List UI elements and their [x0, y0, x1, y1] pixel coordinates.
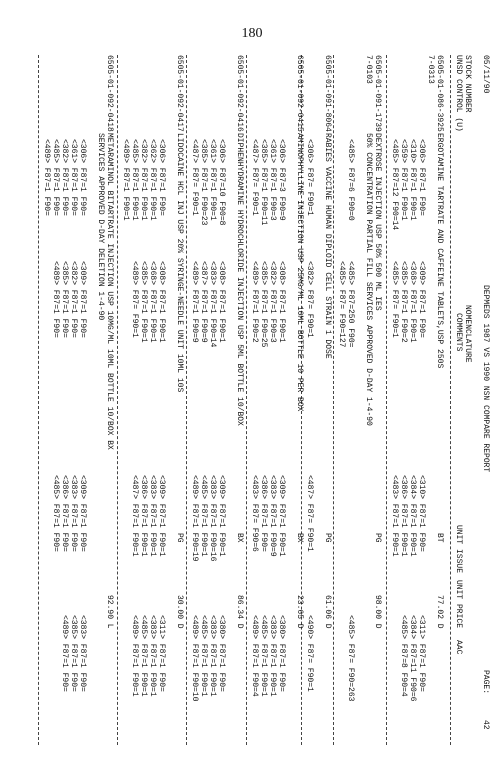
unit-issue: PG: [373, 533, 382, 543]
facility-count-line: <386> F87=1 F90=: [60, 475, 69, 552]
facility-count-line: <385> F87=1 F90=25: [259, 261, 268, 348]
item-nomenclature: ERGOTAMINE TARTRATE AND CAFFEINE TABLETS,USP 250S: [435, 133, 444, 369]
facility-count-line: <310> F87=1 F90=: [417, 475, 426, 552]
item-rule: [117, 55, 118, 745]
facility-count-line: <487> F87= F90=1: [250, 139, 259, 216]
stock-number: 6505-01-091-1739: [373, 55, 382, 132]
facility-count-line: <485> F87=1 F90=1: [259, 615, 268, 697]
facility-count-line: <487> F87= F90=1: [190, 139, 199, 216]
report-date: 05/11/90: [481, 55, 490, 94]
facility-count-line: <386> F87=1 F90=1: [399, 475, 408, 557]
facility-count-line: <489> F87=1 F90=: [60, 615, 69, 692]
facility-count-line: <485> F87=250 F90=: [346, 261, 355, 348]
facility-count-line: <385> F87=1 F90=23: [199, 139, 208, 226]
control-number: 7-0313: [426, 55, 435, 84]
facility-count-line: <309> F87=1 F90=: [417, 261, 426, 338]
facility-count-line: <384> F87=11 F90=6: [408, 615, 417, 702]
facility-count-line: <489> F87=1 F90=1: [121, 139, 130, 221]
facility-count-line: <311> F87=1 F90=: [157, 615, 166, 692]
report-sheet: [20, 55, 490, 745]
stock-number: 6505-01-086-3925: [435, 55, 444, 132]
stock-number: 6505-01-092-0417: [175, 55, 184, 132]
unit-issue: PG: [323, 533, 332, 543]
facility-count-line: <383> F87=1 F90=16: [208, 475, 217, 562]
facility-count-line: <385> F87=1 F90=1: [139, 261, 148, 343]
facility-count-line: <483> F87= F90=6: [250, 475, 259, 552]
facility-count-line: <383> F87=1 F90=1: [148, 475, 157, 557]
stock-number: 6505-01-091-8064: [323, 55, 332, 132]
unit-price: 86.34 D: [235, 595, 244, 629]
facility-count-line: <485> F87=6 F90=0: [346, 139, 355, 221]
facility-count-line: <382> F87= F90=1: [305, 261, 314, 338]
page-number: 180: [241, 26, 263, 41]
item-nomenclature: AMINOPHYLLINE INJECTION USP 25MG/ML 10ML BOTTLE 10 PER BOX: [295, 133, 304, 412]
facility-count-line: <383> F87=1 F90=: [78, 615, 87, 692]
facility-count-line: <382> F87=1 F90=: [69, 261, 78, 338]
facility-count-line: <308> F87=1 F90=1: [277, 261, 286, 343]
unit-price: 77.02 D: [435, 595, 444, 629]
facility-count-line: <387> F87=1 F90=9: [199, 261, 208, 343]
facility-count-line: <485> F87=1 F90=1: [199, 475, 208, 557]
facility-count-line: <485> F87= F90=1: [390, 261, 399, 338]
facility-count-line: <485> F87=12 F90=14: [390, 139, 399, 231]
facility-count-line: <383> F87=1 F90=: [69, 475, 78, 552]
facility-count-line: <306> F87=10 F90=8: [217, 139, 226, 226]
facility-count-line: <361> F87=1 F90=3: [268, 139, 277, 221]
facility-count-line: <386> F87=1 F90=: [259, 475, 268, 552]
report-page-number: 42: [481, 720, 490, 730]
facility-count-line: <383> F87=1 F90=1: [148, 615, 157, 697]
facility-count-line: <309> F87=1 F90=1: [217, 475, 226, 557]
facility-count-line: <485> F87=8 F90=4: [399, 615, 408, 697]
facility-count-line: <306> F87=1 F90=: [78, 139, 87, 216]
facility-count-line: <385> F87=1 F90=: [60, 261, 69, 338]
facility-count-line: <309> F87=1 F90=1: [157, 475, 166, 557]
facility-count-line: <382> F87=1 F90=3: [268, 261, 277, 343]
facility-count-line: <386> F87=1 F90=1: [139, 475, 148, 557]
facility-count-line: <485> F87= F90=127: [337, 261, 346, 348]
facility-count-line: <382> F87=1 F90=1: [139, 139, 148, 221]
unit-price: 23.65 D: [295, 595, 304, 629]
stock-number: 6505-01-092-0415: [295, 55, 304, 132]
facility-count-line: <359> F87=1 F90=1: [399, 139, 408, 221]
facility-count-line: <485> F87=1 F90=1: [139, 615, 148, 697]
facility-count-line: <309> F87=1 F90=: [78, 261, 87, 338]
unit-price: 61.06 D: [323, 595, 332, 629]
facility-count-line: <310> F87=1 F90=1: [408, 139, 417, 221]
facility-count-line: <490> F87= F90=1: [305, 615, 314, 692]
col-unit-issue: UNIT ISSUE: [454, 525, 463, 574]
facility-count-line: <308> F87=1 F90=1: [217, 261, 226, 343]
facility-count-line: <383> F87=1 F90=1: [208, 615, 217, 697]
item-nomenclature: RABIES VACCINE HUMAN DIPLOID CELL STRAIN 1 DOSE: [323, 133, 332, 359]
facility-count-line: <487> F87=1 F90=1: [130, 475, 139, 557]
col-unsd-control: UNSD CONTROL (U): [454, 55, 463, 132]
facility-count-line: <311> F87=1 F90=: [417, 615, 426, 692]
item-nomenclature: LIDOCAINE HCL INJ USP 20% SYRINGE-NEEDLE UNIT 10ML 10S: [175, 133, 184, 393]
facility-count-line: <306> F87=3 F90=9: [277, 139, 286, 221]
facility-count-line: <385> F87=1 F90=2: [399, 261, 408, 343]
col-unit-price: UNIT PRICE: [454, 580, 463, 629]
facility-count-line: <485> F87=1 F90=: [51, 139, 60, 216]
item-rule: [38, 55, 39, 745]
item-nomenclature: DIPHENHYDRAMINE HYDROCHLORIDE INJECTION USP 5ML BOTTLE 10/BOX: [235, 133, 244, 426]
facility-count-line: <489> F87=1 F90=: [42, 139, 51, 216]
control-number: 7-0103: [364, 55, 373, 84]
facility-count-line: <368> F87=1 F90=1: [408, 261, 417, 343]
item-comment: 50% CONCENTRATION PARTIAL FILL SERVICES APPROVED D-DAY 1-4-90: [364, 133, 373, 426]
page-label: PAGE:: [481, 670, 490, 695]
facility-count-line: <309> F87=1 F90=1: [277, 475, 286, 557]
facility-count-line: <489> F87=1 F90=: [51, 261, 60, 338]
col-aac: AAC: [454, 640, 463, 655]
facility-count-line: <489> F87=1 F90=19: [190, 475, 199, 562]
facility-count-line: <306> F87=1 F90=: [157, 139, 166, 216]
stock-number: 6505-01-092-0416: [235, 55, 244, 132]
facility-count-line: <483> F87=1 F90=1: [390, 475, 399, 557]
item-nomenclature: DEXTROSE INJECTION USP 50% 500 ML IES: [373, 133, 382, 311]
facility-count-line: <382> F87=1 F90=: [60, 139, 69, 216]
facility-count-line: <489> F87=1 F90=2: [250, 261, 259, 343]
header-rule: [450, 55, 451, 745]
facility-count-line: <385> F87=1 F90=: [69, 615, 78, 692]
facility-count-line: <489> F87= F90=1: [130, 261, 139, 338]
facility-count-line: <306> F87= F90=1: [305, 139, 314, 216]
item-rule: [246, 55, 247, 745]
item-rule: [333, 55, 334, 745]
facility-count-line: <485> F87=1 F90=1: [199, 615, 208, 697]
facility-count-line: <380> F87=1 F90=: [217, 615, 226, 692]
unit-price: 98.00 D: [373, 595, 382, 629]
facility-count-line: <306> F87=1 F90=: [417, 139, 426, 216]
facility-count-line: <383> F87=1 F90=9: [268, 475, 277, 557]
item-nomenclature: METARAMINOL BITARTRATE INJECTION USP 10MG/ML 10ML BOTTLE 10/BOX BX: [105, 133, 114, 450]
facility-count-line: <368> F87=1 F90=1: [148, 261, 157, 343]
facility-count-line: <485> F87=1 F90=1: [130, 139, 139, 221]
facility-count-line: <385> F87=1 F90=11: [259, 139, 268, 226]
facility-count-line: <383> F87=1 F90=14: [208, 261, 217, 348]
col-comments: COMMENTS: [454, 313, 463, 352]
report-title: DEPMEDS 1987 VS 1990 NSN COMPARE REPORT: [481, 285, 490, 473]
facility-count-line: <485> F87= F90=263: [346, 615, 355, 702]
facility-count-line: <489> F87=1 F90=9: [190, 261, 199, 343]
facility-count-line: <383> F87=1 F90=1: [268, 615, 277, 697]
unit-issue: BX: [235, 533, 244, 543]
unit-issue: PG: [175, 533, 184, 543]
facility-count-line: <309> F87=1 F90=: [78, 475, 87, 552]
item-rule: [386, 55, 387, 745]
unit-price: 30.00 D: [175, 595, 184, 629]
facility-count-line: <362> F87=1 F90=1: [148, 139, 157, 221]
item-comment: SERVICES APPROVED D-DAY DELETION 1-4-90: [96, 133, 105, 321]
col-stock-number: STOCK NUMBER: [463, 55, 472, 113]
unit-price: 92.90 L: [105, 595, 114, 629]
unit-issue: BX: [295, 533, 304, 543]
facility-count-line: <380> F87=1 F90=: [277, 615, 286, 692]
item-rule: [186, 55, 187, 745]
unit-issue: BT: [435, 533, 444, 543]
facility-count-line: <487> F87= F90=1: [305, 475, 314, 552]
facility-count-line: <361> F87=1 F90=: [69, 139, 78, 216]
facility-count-line: <361> F87=1 F90=1: [208, 139, 217, 221]
facility-count-line: <308> F87=1 F90=1: [157, 261, 166, 343]
facility-count-line: <489> F87=1 F90=4: [250, 615, 259, 697]
stock-number: 6505-01-092-0418: [105, 55, 114, 132]
facility-count-line: <384> F87=1 F90=1: [408, 475, 417, 557]
facility-count-line: <485> F87=1 F90=: [51, 475, 60, 552]
facility-count-line: <489> F87=1 F90=1: [130, 615, 139, 697]
col-nomenclature: NOMENCLATURE: [463, 305, 472, 363]
facility-count-line: <489> F87=1 F90=10: [190, 615, 199, 702]
